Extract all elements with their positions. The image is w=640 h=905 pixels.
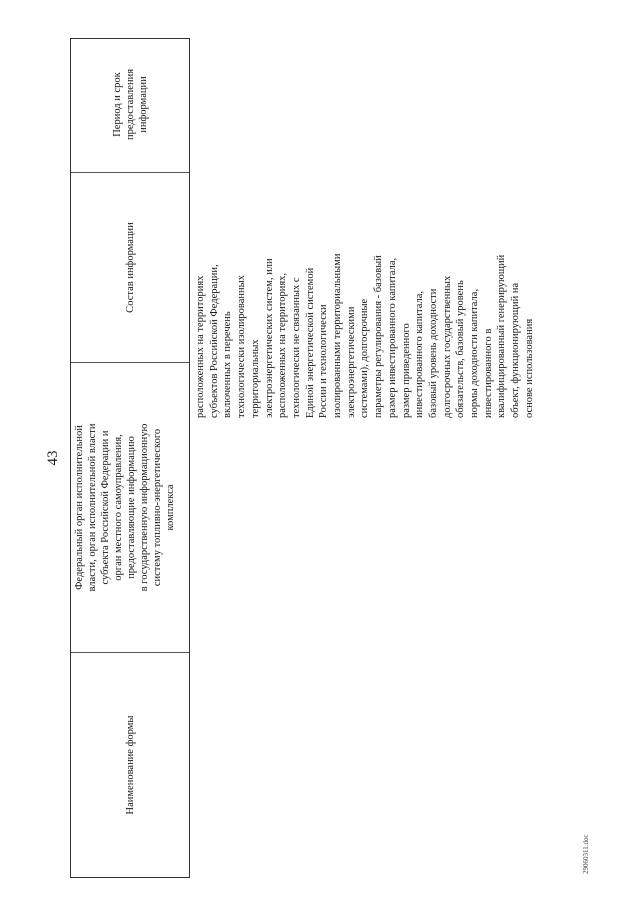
composition-line: изолированными территориальными xyxy=(332,253,344,418)
header-form-name-label: Наименование формы xyxy=(124,715,136,815)
composition-line: территориальных xyxy=(249,339,261,418)
composition-line: технологически не связанных с xyxy=(290,277,302,418)
header-period-line: информации xyxy=(137,76,149,133)
composition-line: нормы доходности капитала, xyxy=(469,288,481,418)
header-subjects xyxy=(71,362,189,652)
composition-line: обязательств, базовый уровень xyxy=(455,280,467,418)
page-number: 43 xyxy=(45,450,61,466)
composition-text xyxy=(194,118,537,418)
composition-line: базовый уровень доходности xyxy=(427,288,439,418)
header-form-name xyxy=(71,652,189,877)
header-subjects-lines xyxy=(73,369,177,646)
header-period xyxy=(71,37,189,172)
composition-line: Единой энергетической системой xyxy=(304,267,316,418)
header-subjects-line: орган местного самоуправления, xyxy=(113,434,124,581)
header-period-line: предоставления xyxy=(124,68,136,141)
composition-line: объект, функционирующий на xyxy=(510,282,522,418)
header-subjects-line: Федеральный орган исполнительной xyxy=(74,425,85,590)
header-subjects-line: субъекта Российской Федерации и xyxy=(100,430,111,585)
composition-line: параметры регулирования - базовый xyxy=(373,255,385,418)
file-label: 29060311.doc xyxy=(582,834,590,874)
composition-line: размер инвестированного капитала, xyxy=(386,257,398,418)
header-period-lines xyxy=(111,69,150,140)
header-subjects-line: систему топливно-энергетического xyxy=(152,428,163,587)
header-composition-label: Состав информации xyxy=(124,222,136,313)
composition-line: расположенных на территориях, xyxy=(277,272,289,418)
header-composition xyxy=(71,172,189,362)
composition-line: электроэнергетических систем, или xyxy=(263,258,275,418)
composition-line: инвестированного в xyxy=(482,328,494,418)
composition-line: России и технологически xyxy=(318,304,330,418)
header-period-line: Период и срок xyxy=(111,72,123,137)
composition-line: квалифицированный генерирующий xyxy=(496,254,508,418)
composition-line: системами), долгосрочные xyxy=(359,298,371,418)
composition-line: включенных в перечень xyxy=(222,311,234,418)
composition-line: субъектов Российской Федерации, xyxy=(208,264,220,418)
composition-line: размер приведенного xyxy=(400,323,412,418)
rotated-page xyxy=(44,38,604,878)
composition-line: расположенных на территориях xyxy=(195,275,206,418)
header-subjects-line: в государственную информационную xyxy=(139,423,150,592)
header-subjects-line: комплекса xyxy=(165,484,176,531)
composition-line: технологически изолированных xyxy=(236,275,248,418)
header-subjects-line: власти, орган исполнительной власти xyxy=(87,423,98,592)
table-header-row xyxy=(70,38,190,878)
composition-line: основе использования xyxy=(523,318,535,418)
header-subjects-line: предоставляющие информацию xyxy=(126,436,137,579)
composition-line: электроэнергетическими xyxy=(345,306,357,418)
composition-line: инвестированного капитала, xyxy=(414,290,426,418)
composition-line: долгосрочных государственных xyxy=(441,275,453,418)
